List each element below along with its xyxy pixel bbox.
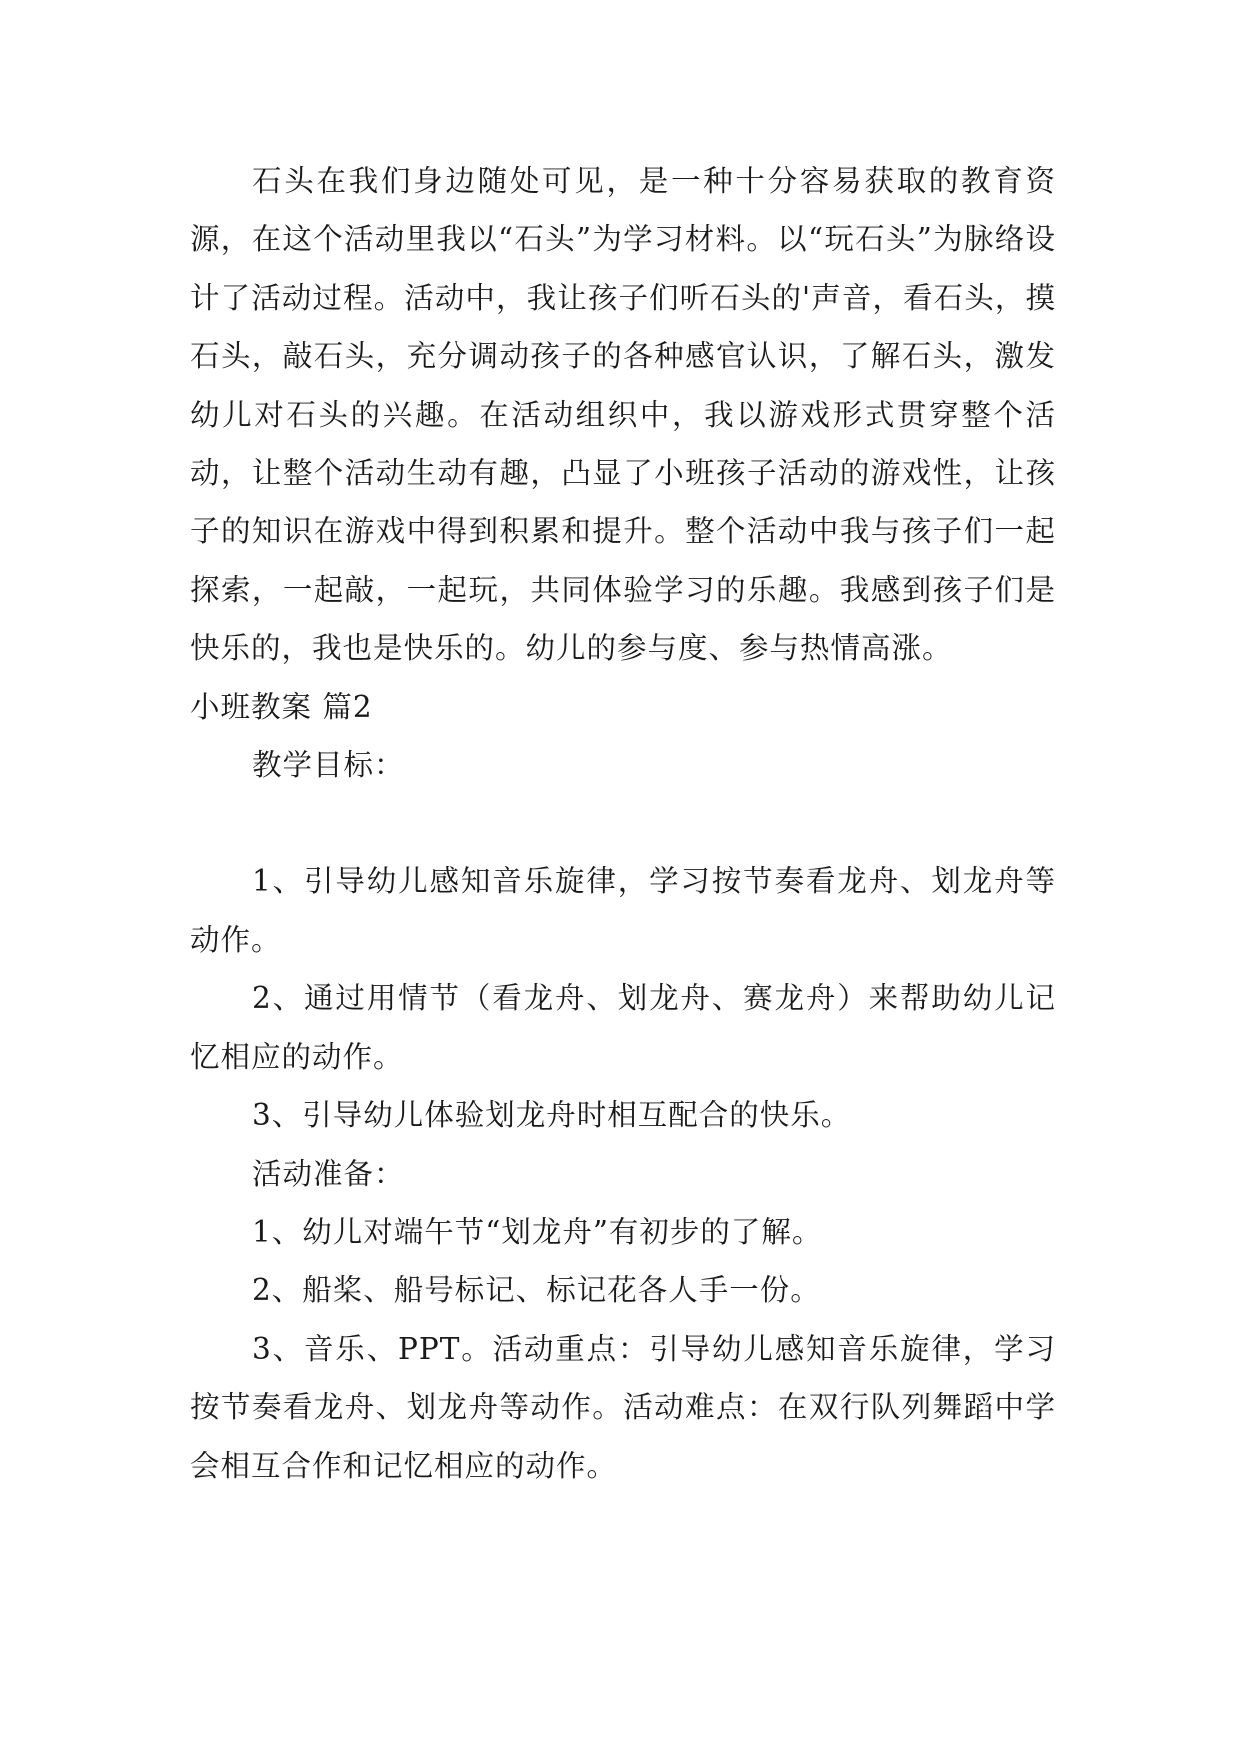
intro-paragraph: 石头在我们身边随处可见，是一种十分容易获取的教育资源，在这个活动里我以“石头”为学习材料。以“玩石头”为脉络设计了活动过程。活动中，我让孩子们听石头的'声音，看石头，摸石头，敲石头，充分调动孩子的各种感官认识，了解石头，激发幼儿对石头的兴趣。在活动组织中，我以游戏形式贯穿整个活动，让整个活动生动有趣，凸显了小班孩子活动的游戏性，让孩子的知识在游戏中得到积累和提升。整个活动中我与孩子们一起探索，一起敲，一起玩，共同体验学习的乐趣。我感到孩子们是快乐的，我也是快乐的。幼儿的参与度、参与热情高涨。 — [190, 164, 1056, 666]
prep-item-2: 2、船桨、船号标记、标记花各人手一份。 — [252, 1273, 821, 1308]
prep-label: 活动准备： — [252, 1156, 405, 1191]
goal-item-3: 3、引导幼儿体验划龙舟时相互配合的快乐。 — [252, 1098, 852, 1133]
goals-label: 教学目标： — [252, 748, 405, 783]
blank-line — [190, 794, 1056, 852]
prep-item-3: 3、音乐、PPT。活动重点：引导幼儿感知音乐旋律，学习按节奏看龙舟、划龙舟等动作。活动难点：在双行队列舞蹈中学会相互合作和记忆相应的动作。 — [190, 1331, 1056, 1483]
prep-item-1: 1、幼儿对端午节“划龙舟”有初步的了解。 — [252, 1214, 823, 1249]
document-body — [190, 152, 1056, 1495]
section-title: 小班教案 篇2 — [190, 689, 373, 724]
goal-item-1: 1、引导幼儿感知音乐旋律，学习按节奏看龙舟、划龙舟等动作。 — [190, 864, 1056, 957]
goal-item-2: 2、通过用情节（看龙舟、划龙舟、赛龙舟）来帮助幼儿记忆相应的动作。 — [190, 981, 1056, 1074]
